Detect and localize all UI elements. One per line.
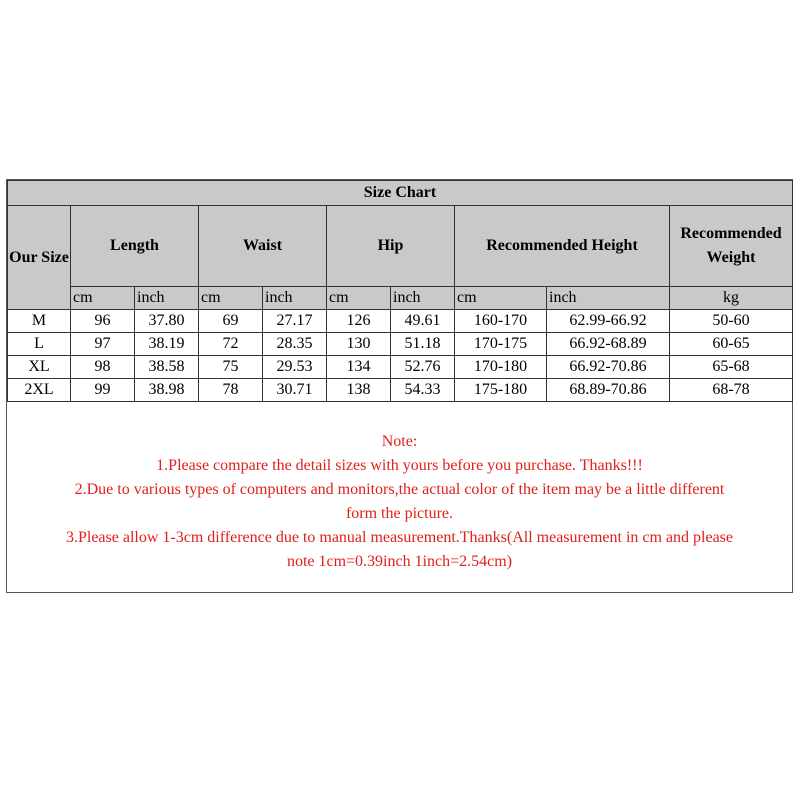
- table-row: [8, 379, 793, 402]
- cell-length-cm: 97: [71, 333, 135, 356]
- unit-length-cm: cm: [71, 287, 135, 310]
- header-recommended-weight: Recommended Weight: [670, 206, 793, 287]
- notes-section: [7, 430, 792, 574]
- cell-weight: 68-78: [670, 379, 793, 402]
- cell-waist-cm: 69: [199, 310, 263, 333]
- cell-hip-cm: 130: [327, 333, 391, 356]
- table-row: [8, 310, 793, 333]
- cell-height-inch: 66.92-70.86: [547, 356, 670, 379]
- header-length: Length: [71, 206, 199, 287]
- note-heading: Note:: [381, 433, 418, 450]
- cell-size: M: [8, 310, 71, 333]
- cell-hip-cm: 138: [327, 379, 391, 402]
- unit-hip-inch: inch: [391, 287, 455, 310]
- cell-waist-inch: 30.71: [263, 379, 327, 402]
- cell-hip-cm: 134: [327, 356, 391, 379]
- cell-height-cm: 170-180: [455, 356, 547, 379]
- cell-height-inch: 68.89-70.86: [547, 379, 670, 402]
- cell-height-inch: 62.99-66.92: [547, 310, 670, 333]
- cell-height-cm: 170-175: [455, 333, 547, 356]
- cell-waist-inch: 28.35: [263, 333, 327, 356]
- header-our-size: Our Size: [8, 206, 71, 310]
- cell-length-inch: 38.19: [135, 333, 199, 356]
- note-line-2: 2.Due to various types of computers and monitors,the actual color of the item may be a little different form the picture.: [74, 481, 725, 522]
- cell-weight: 65-68: [670, 356, 793, 379]
- cell-weight: 60-65: [670, 333, 793, 356]
- cell-size: L: [8, 333, 71, 356]
- cell-length-cm: 99: [71, 379, 135, 402]
- cell-waist-inch: 27.17: [263, 310, 327, 333]
- chart-title: Size Chart: [8, 181, 793, 206]
- cell-waist-inch: 29.53: [263, 356, 327, 379]
- note-line-1: 1.Please compare the detail sizes with yours before you purchase. Thanks!!!: [156, 457, 643, 474]
- cell-length-inch: 38.98: [135, 379, 199, 402]
- cell-length-inch: 38.58: [135, 356, 199, 379]
- unit-height-cm: cm: [455, 287, 547, 310]
- cell-waist-cm: 78: [199, 379, 263, 402]
- cell-hip-inch: 54.33: [391, 379, 455, 402]
- unit-waist-inch: inch: [263, 287, 327, 310]
- cell-height-cm: 160-170: [455, 310, 547, 333]
- cell-hip-inch: 51.18: [391, 333, 455, 356]
- table-row: [8, 333, 793, 356]
- cell-waist-cm: 75: [199, 356, 263, 379]
- header-hip: Hip: [327, 206, 455, 287]
- cell-weight: 50-60: [670, 310, 793, 333]
- size-chart-sheet: [6, 179, 793, 593]
- cell-length-inch: 37.80: [135, 310, 199, 333]
- table-row: [8, 356, 793, 379]
- unit-length-inch: inch: [135, 287, 199, 310]
- unit-height-inch: inch: [547, 287, 670, 310]
- unit-hip-cm: cm: [327, 287, 391, 310]
- cell-height-inch: 66.92-68.89: [547, 333, 670, 356]
- unit-waist-cm: cm: [199, 287, 263, 310]
- note-line-3: 3.Please allow 1-3cm difference due to manual measurement.Thanks(All measurement in cm and please note 1cm=0.39inch 1inch=2.54cm): [65, 529, 734, 570]
- header-recommended-height: Recommended Height: [455, 206, 670, 287]
- header-waist: Waist: [199, 206, 327, 287]
- cell-hip-inch: 49.61: [391, 310, 455, 333]
- cell-waist-cm: 72: [199, 333, 263, 356]
- cell-hip-cm: 126: [327, 310, 391, 333]
- unit-weight-kg: kg: [670, 287, 793, 310]
- size-table: [7, 180, 793, 402]
- cell-size: 2XL: [8, 379, 71, 402]
- cell-height-cm: 175-180: [455, 379, 547, 402]
- cell-size: XL: [8, 356, 71, 379]
- cell-length-cm: 98: [71, 356, 135, 379]
- cell-length-cm: 96: [71, 310, 135, 333]
- cell-hip-inch: 52.76: [391, 356, 455, 379]
